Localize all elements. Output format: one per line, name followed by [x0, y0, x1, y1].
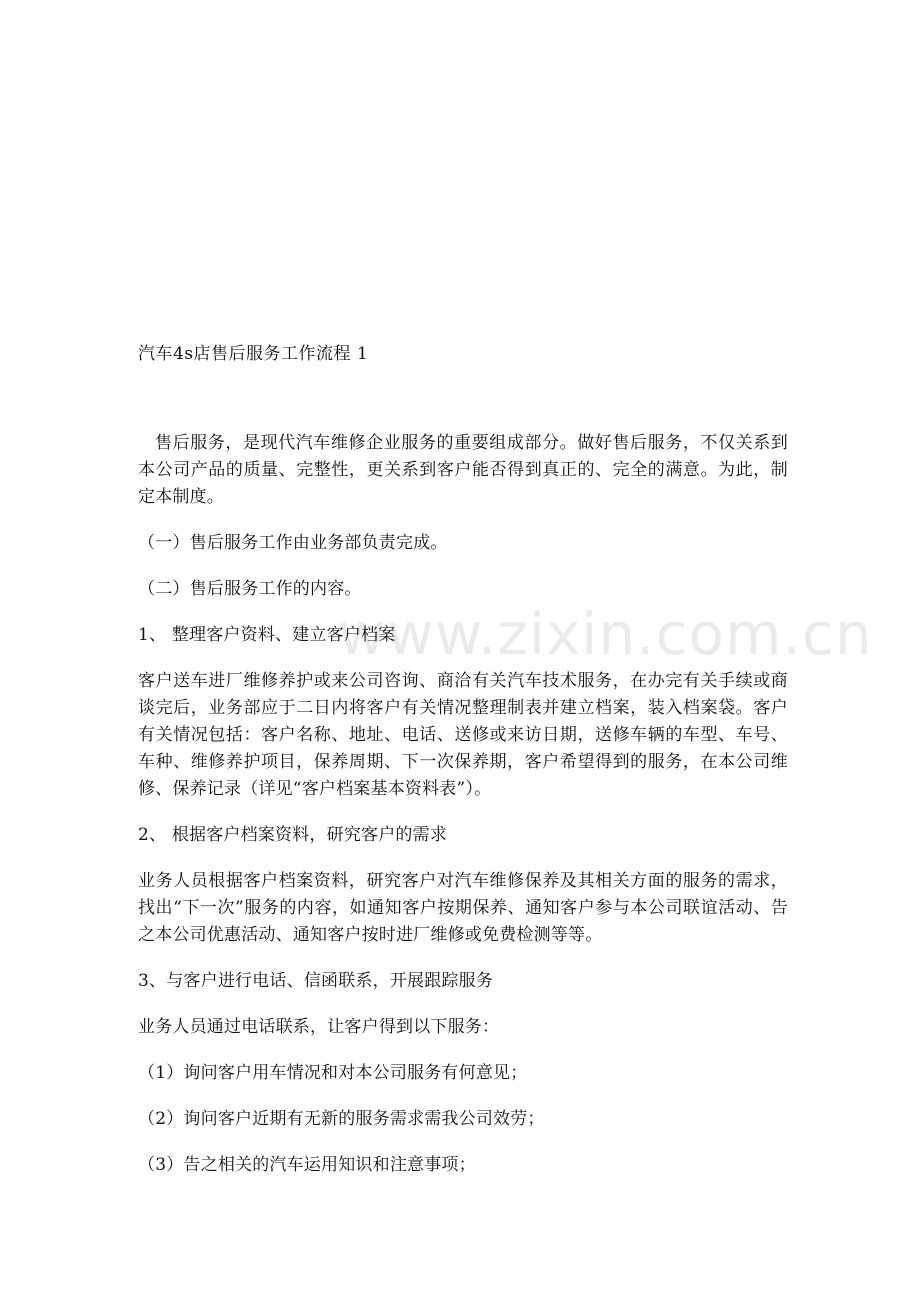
item-three-intro: 业务人员通过电话联系，让客户得到以下服务： — [138, 1017, 500, 1037]
document-body — [138, 340, 788, 1198]
list-item: （2）询问客户近期有无新的服务需求需我公司效劳； — [138, 1109, 545, 1129]
item-one-paragraph: 客户送车进厂维修养护或来公司咨询、商洽有关汽车技术服务，在办完有关手续或商谈完后，业务部应于二日内将客户有关情况整理制表并建立档案，装入档案袋。客户有关情况包括：客户名称、地址、电话、送修或来访日期，送修车辆的车型、车号、车种、维修养护项目，保养周期、下一次保养期，客户希望得到的服务，在本公司维修、保养记录（详见“客户档案基本资料表”）。 — [138, 671, 788, 799]
item-two-paragraph: 业务人员根据客户档案资料，研究客户对汽车维修保养及其相关方面的服务的需求，找出“下一次”服务的内容，如通知客户按期保养、通知客户参与本公司联谊活动、告之本公司优惠活动、通知客户按时进厂维修或免费检测等等。 — [138, 871, 788, 945]
list-item: （3）告之相关的汽车运用知识和注意事项； — [138, 1155, 476, 1175]
document-title: 汽车4s店售后服务工作流程 1 — [138, 344, 369, 364]
section-two-heading: （二）售后服务工作的内容。 — [138, 579, 362, 599]
intro-paragraph: 售后服务，是现代汽车维修企业服务的重要组成部分。做好售后服务，不仅关系到本公司产品的质量、完整性，更关系到客户能否得到真正的、完全的满意。为此，制定本制度。 — [138, 433, 788, 507]
section-one-heading: （一）售后服务工作由业务部负责完成。 — [138, 533, 448, 553]
list-item: （1）询问客户用车情况和对本公司服务有何意见； — [138, 1063, 528, 1083]
item-one-heading: 1、 整理客户资料、建立客户档案 — [138, 625, 396, 645]
item-three-heading: 3、与客户进行电话、信函联系，开展跟踪服务 — [138, 971, 494, 991]
watermark: www.zixin.com.cn — [338, 600, 873, 668]
item-two-heading: 2、 根据客户档案资料，研究客户的需求 — [138, 825, 448, 845]
